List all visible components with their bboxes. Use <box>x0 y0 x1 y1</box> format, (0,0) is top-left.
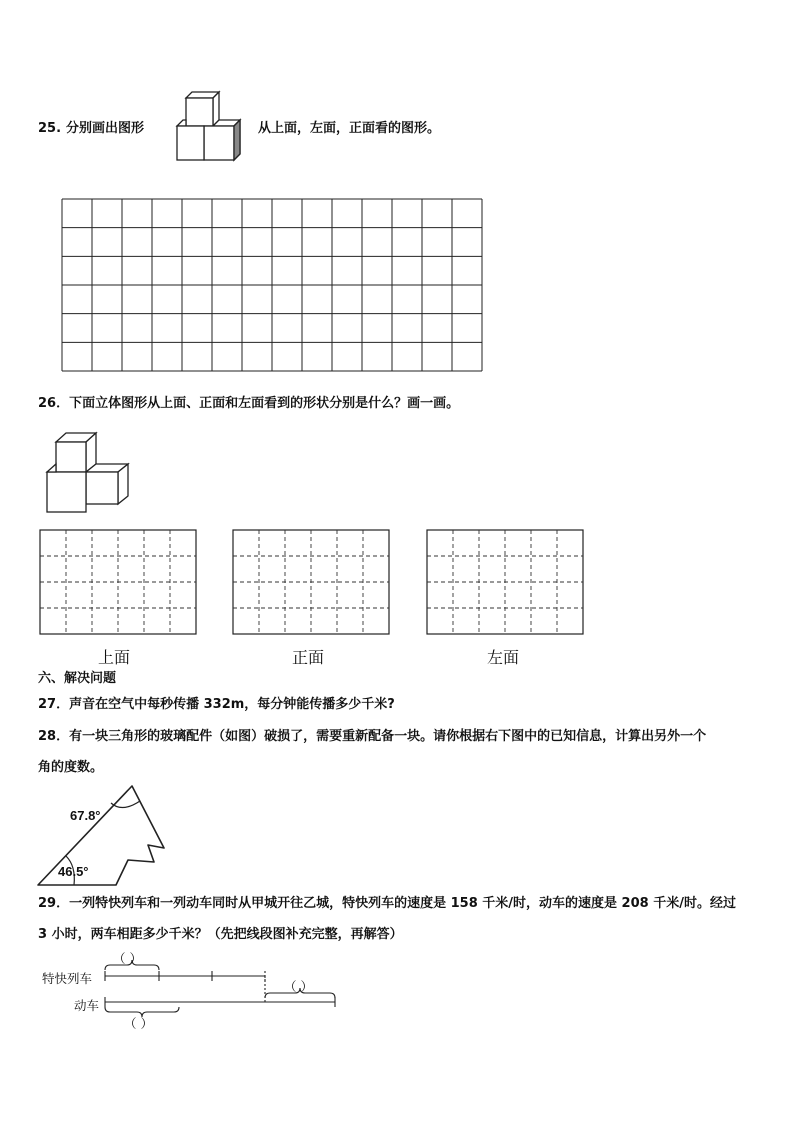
caption-top-view: 上面 <box>98 648 131 667</box>
emu-train-label: 动车 <box>74 998 100 1013</box>
q29-text-line2: 3 小时，两车相距多少千米？（先把线段图补充完整，再解答） <box>38 927 403 942</box>
q29-text-line1: 29．一列特快列车和一列动车同时从甲城开往乙城，特快列车的速度是 158 千米/时，动车的速度是 208 千米/时。经过 <box>38 896 736 911</box>
q28-text-line2: 角的度数。 <box>38 760 104 775</box>
caption-left-view: 左面 <box>487 648 520 667</box>
front-view-grid[interactable] <box>233 530 389 634</box>
q26-cube-figure <box>44 430 134 514</box>
express-blank[interactable]: （ ） <box>113 951 142 966</box>
broken-glass-triangle <box>36 783 166 888</box>
q26-text: 26．下面立体图形从上面、正面和左面看到的形状分别是什么？画一画。 <box>38 396 460 411</box>
q25-text-before: 分别画出图形 <box>66 121 145 136</box>
angle-top-label: 67.8° <box>70 808 101 823</box>
angle-bottom-label: 46.5° <box>58 864 89 879</box>
emu-blank[interactable]: （ ） <box>124 1016 153 1031</box>
q25-number: 25. <box>38 121 62 136</box>
q28-text-line1: 28．有一块三角形的玻璃配件（如图）破损了，需要重新配备一块。请你根据右下图中的已知信息，计算出另外一个 <box>38 729 707 744</box>
left-view-grid[interactable] <box>427 530 583 634</box>
q25-drawing-grid[interactable] <box>62 199 482 371</box>
q25-text-after: 从上面，左面，正面看的图形。 <box>258 121 441 136</box>
express-train-label: 特快列车 <box>42 971 93 986</box>
q25-cube-figure <box>174 90 244 162</box>
top-view-grid[interactable] <box>40 530 196 634</box>
q27-text: 27．声音在空气中每秒传播 332m，每分钟能传播多少千米? <box>38 697 395 712</box>
section-title: 六、解决问题 <box>38 671 117 686</box>
difference-blank[interactable]: （ ） <box>284 979 313 994</box>
caption-front-view: 正面 <box>292 648 325 667</box>
